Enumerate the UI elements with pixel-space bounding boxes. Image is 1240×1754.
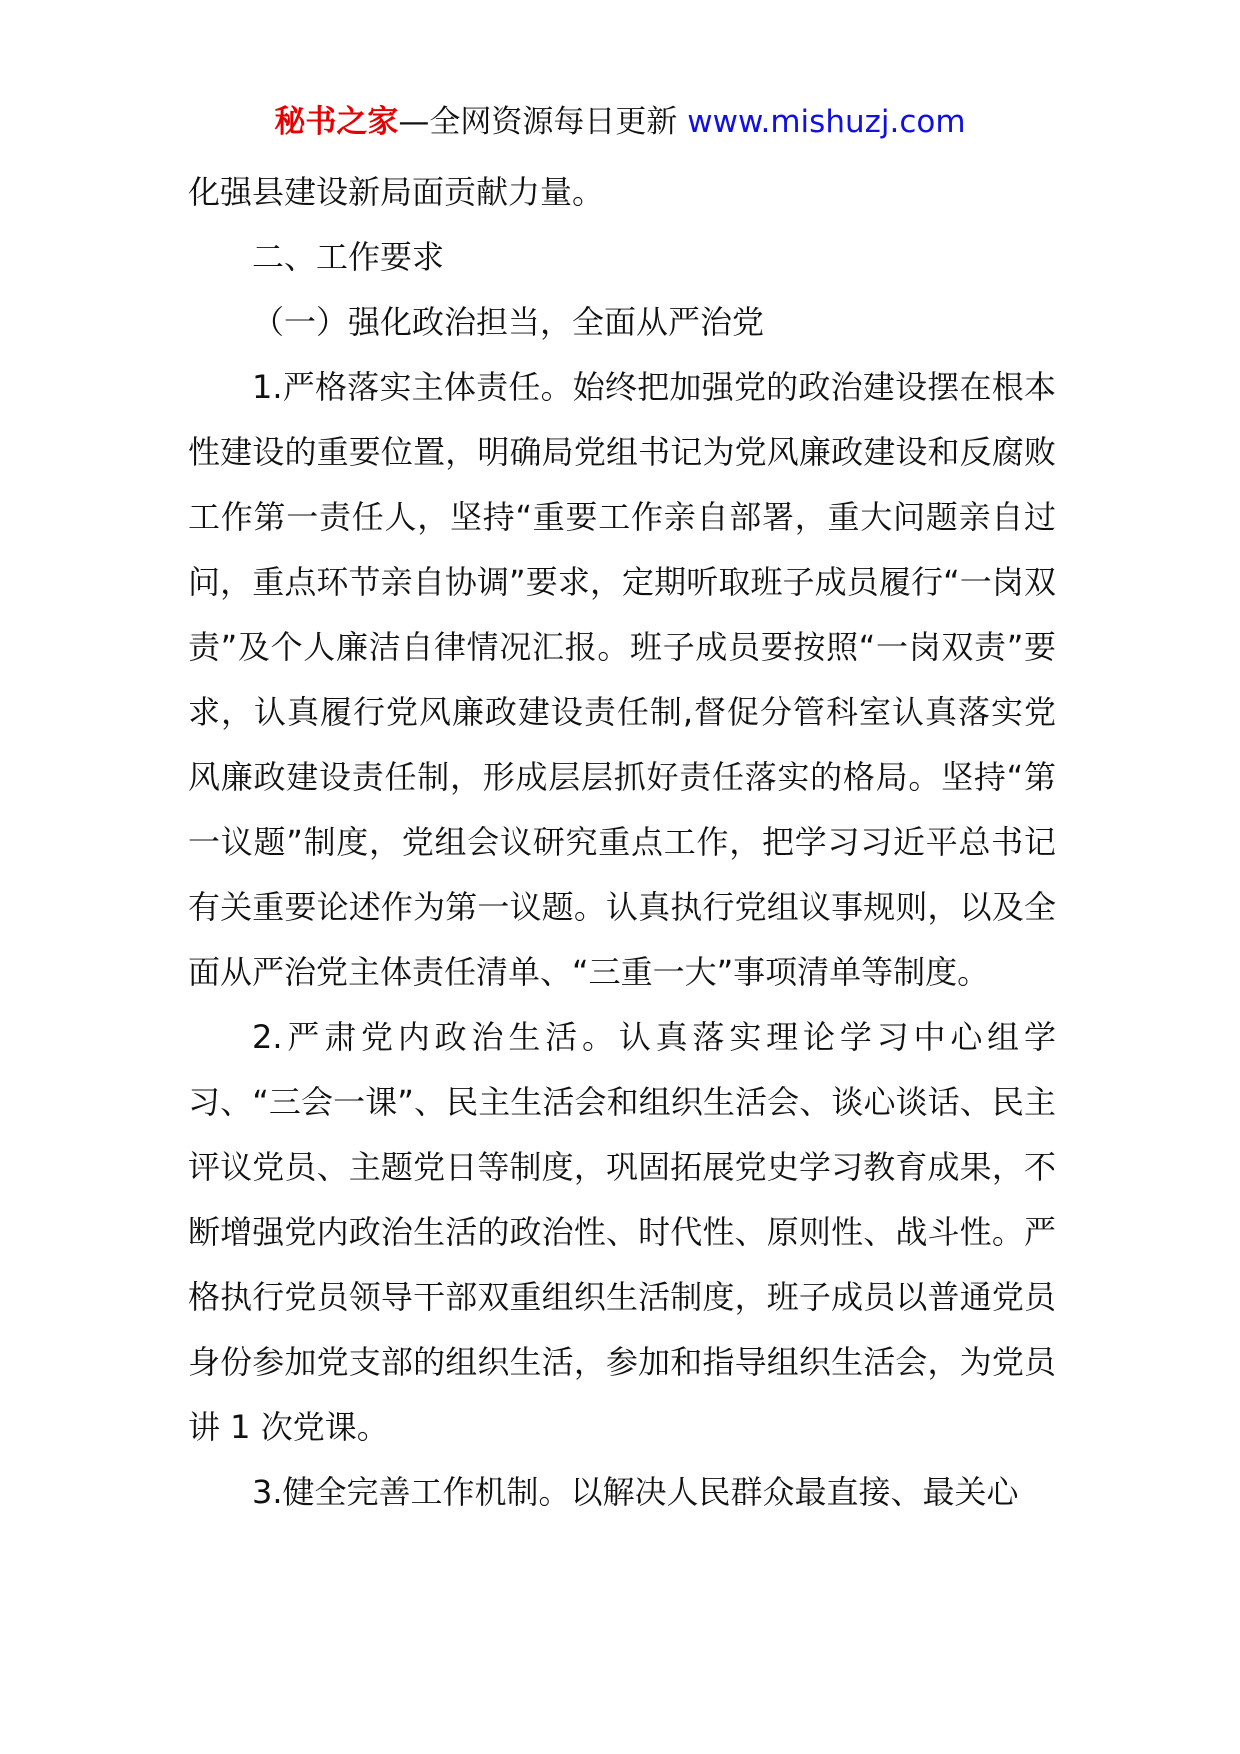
subsection-heading: （一）强化政治担当，全面从严治党: [252, 303, 765, 341]
section-heading: 二、工作要求: [252, 238, 445, 276]
paragraph-item-3: 3.健全完善工作机制。以解决人民群众最直接、最关心: [252, 1473, 1019, 1511]
paragraph-item-2: 2.严肃党内政治生活。认真落实理论学习中心组学习、“三会一课”、民主生活会和组织生活会、谈心谈话、民主评议党员、主题党日等制度，巩固拓展党史学习教育成果，不断增强党内政治生活的政治性、时代性、原则性、战斗性。严格执行党员领导干部双重组织生活制度，班子成员以普通党员身份参加党支部的组织生活，参加和指导组织生活会，为党员讲 1 次党课。: [188, 1018, 1056, 1446]
document-body: [188, 160, 1056, 1525]
site-url: www.mishuzj.com: [687, 104, 966, 140]
brand-name: 秘书之家: [274, 104, 399, 140]
site-watermark-header: [0, 100, 1240, 144]
paragraph-continuation: 化强县建设新局面贡献力量。: [188, 173, 605, 211]
paragraph-item-1: 1.严格落实主体责任。始终把加强党的政治建设摆在根本性建设的重要位置，明确局党组书记为党风廉政建设和反腐败工作第一责任人，坚持“重要工作亲自部署，重大问题亲自过问，重点环节亲自协调”要求，定期听取班子成员履行“一岗双责”及个人廉洁自律情况汇报。班子成员要按照“一岗双责”要求，认真履行党风廉政建设责任制,督促分管科室认真落实党风廉政建设责任制，形成层层抓好责任落实的格局。坚持“第一议题”制度，党组会议研究重点工作，把学习习近平总书记有关重要论述作为第一议题。认真执行党组议事规则，以及全面从严治党主体责任清单、“三重一大”事项清单等制度。: [188, 368, 1056, 991]
brand-tagline: —全网资源每日更新: [398, 104, 688, 140]
